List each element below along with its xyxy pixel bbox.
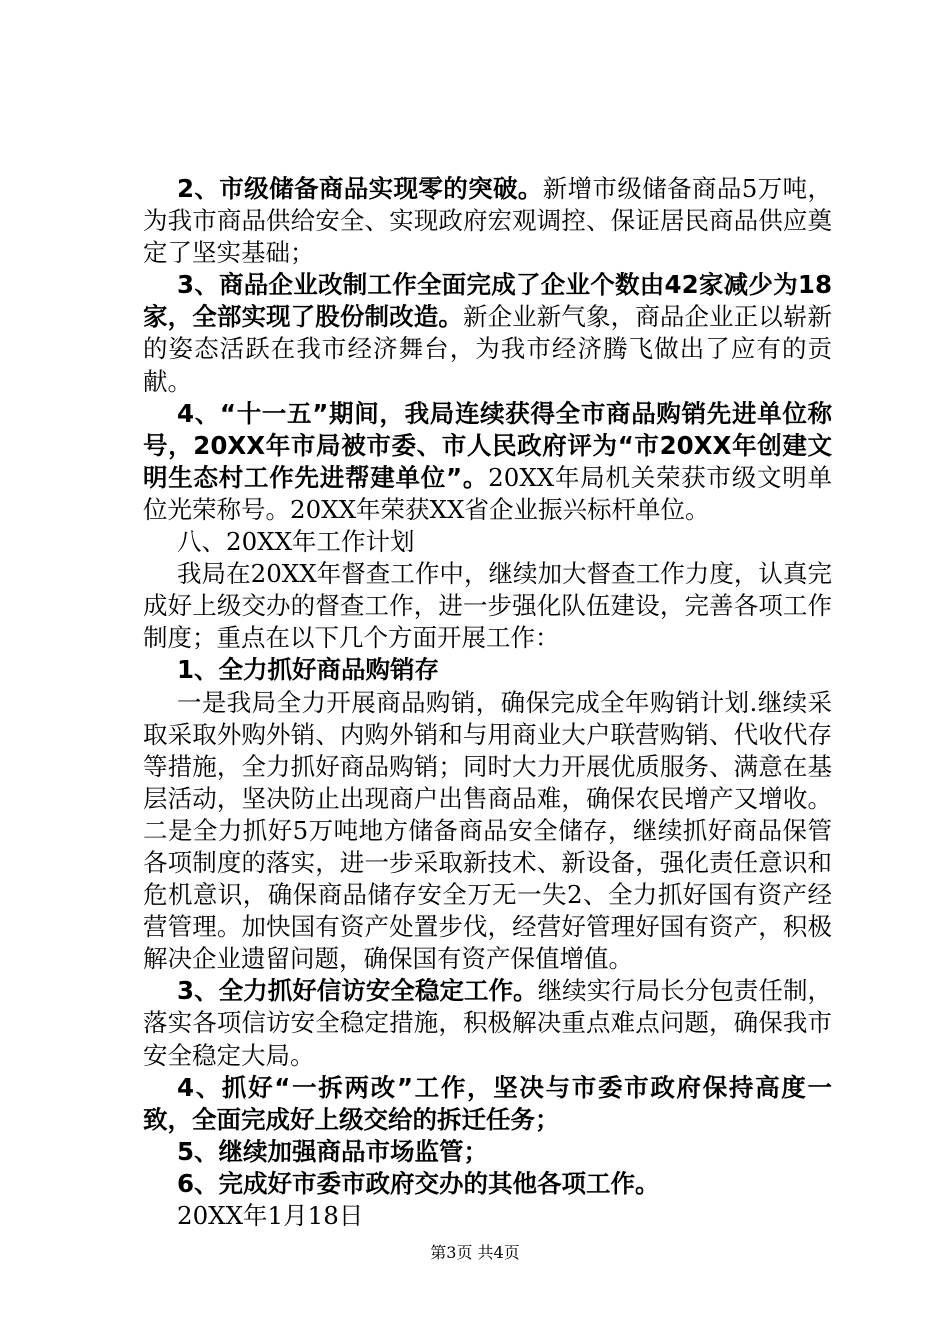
paragraph-8-text: 继续实行局长分包责任制，落实各项信访安全稳定措施，积极解决重点难点问题，确保我市安全稳定大局。 [143,976,833,1070]
paragraph-9-lead: 4、抓好“一拆两改”工作，坚决与市委市政府保持高度一致，全面完成好上级交给的拆迁任务； [143,1072,832,1134]
paragraph-5-text: 我局在20XX年督查工作中，继续加大督查工作力度，认真完成好上级交办的督查工作，进一步强化队伍建设，完善各项工作制度；重点在以下几个方面开展工作： [143,559,832,653]
paragraph-10-lead: 5、继续加强商品市场监管； [177,1136,489,1166]
paragraph-11-lead: 6、完成好市委市政府交办的其他各项工作。 [177,1168,660,1198]
paragraph-2 [143,269,832,397]
date-text: 20XX年1月18日 [177,1201,364,1230]
section-heading-text: 八、20XX年工作计划 [177,527,415,557]
section-heading [143,526,832,558]
paragraph-8 [143,975,832,1071]
subheading-1 [143,654,832,686]
paragraph-7-text: 一是我局全力开展商品购销，确保完成全年购销计划.继续采取采取外购外销、内购外销和与用商业大户联营购销、代收代存等措施，全力抓好商品购销；同时大力开展优质服务、满意在基层活动，坚决防止出现商户出售商品难，确保农民增产又增收。二是全力抓好5万吨地方储备商品安全储存，继续抓好商品保管各项制度的落实，进一步采取新技术、新设备，强化责任意识和危机意识，确保商品储存安全万无一失2、全力抓好国有资产经营管理。加快国有资产处置步伐，经营好管理好国有资产，积极解决企业遗留问题，确保国有资产保值增值。 [143,687,832,974]
paragraph-3 [143,398,832,526]
document-body [143,173,832,1232]
subheading-1-text: 1、全力抓好商品购销存 [177,655,440,685]
paragraph-2-text: 新企业新气象，商品企业正以崭新的姿态活跃在我市经济舞台，为我市经济腾飞做出了应有的贡献。 [143,302,833,396]
paragraph-3-text: 20XX年局机关荣获市级文明单位光荣称号。20XX年荣获XX省企业振兴标杆单位。 [143,462,832,524]
paragraph-1-lead: 2、市级储备商品实现零的突破。 [177,174,543,203]
paragraph-10 [143,1136,832,1168]
paragraph-5 [143,558,832,654]
paragraph-2-lead: 3、商品企业改制工作全面完成了企业个数由42家减少为18家，全部实现了股份制改造。 [143,270,832,332]
page-footer [0,1243,950,1263]
paragraph-11 [143,1168,832,1200]
paragraph-7 [143,687,832,976]
page-number: 第3页 共4页 [430,1243,520,1262]
paragraph-3-lead: 4、“十一五”期间，我局连续获得全市商品购销先进单位称号，20XX年市局被市委、市人民政府评为“市20XX年创建文明生态村工作先进帮建单位”。 [143,398,832,492]
paragraph-1 [143,173,832,269]
paragraph-1-text: 新增市级储备商品5万吨，为我市商品供给安全、实现政府宏观调控、保证居民商品供应奠定了坚实基础； [143,174,832,268]
paragraph-8-lead: 3、全力抓好信访安全稳定工作。 [177,976,538,1006]
paragraph-9 [143,1072,832,1136]
date-line [143,1200,832,1232]
